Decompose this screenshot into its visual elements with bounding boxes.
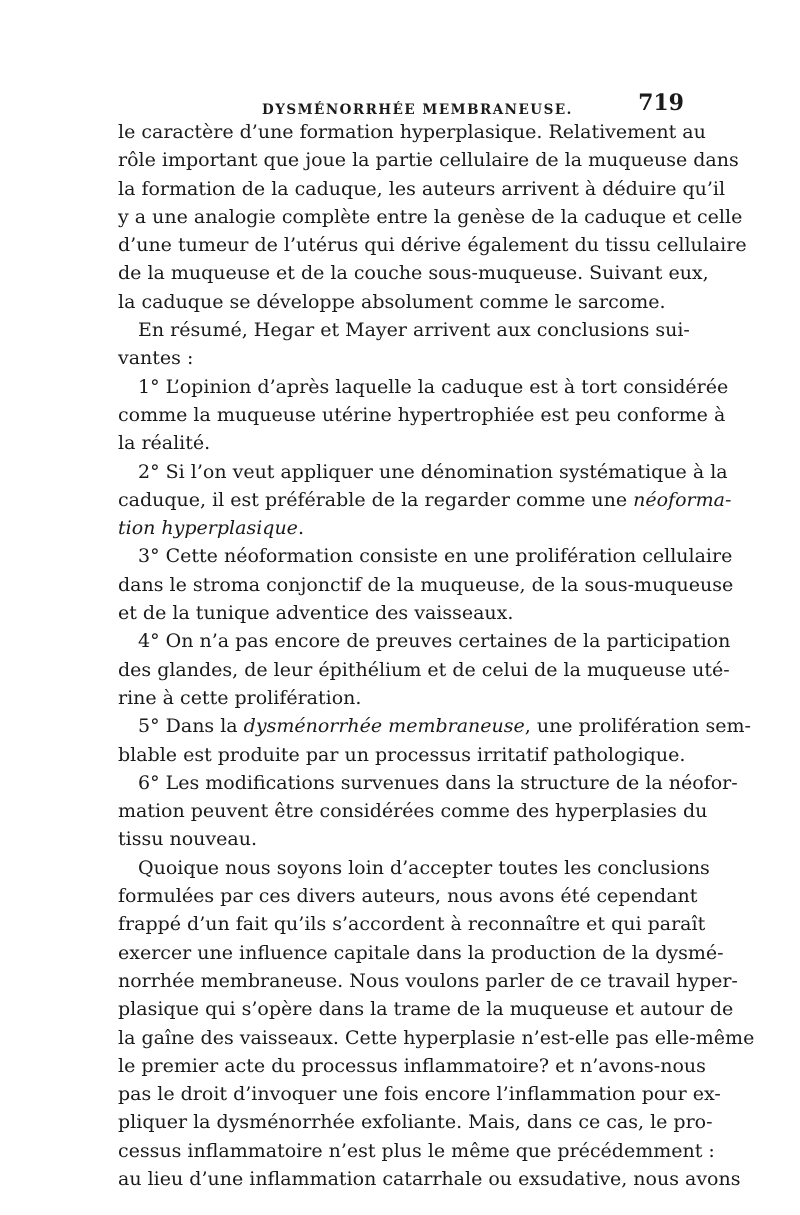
text-line [118, 1080, 721, 1108]
text-line [118, 458, 728, 486]
text-line [118, 769, 738, 797]
text-segment: la formation de la caduque, les auteurs arrivent à déduire qu’il [118, 177, 726, 200]
text-line [118, 542, 733, 570]
text-line [118, 316, 690, 344]
running-title: DYSMÉNORRHÉE MEMBRANEUSE. [262, 102, 573, 118]
body-text [118, 118, 755, 1193]
text-segment: dans le stroma conjonctif de la muqueuse, de la sous-muqueuse [118, 573, 734, 596]
text-line [118, 429, 684, 457]
text-line [118, 203, 743, 231]
text-segment: de la muqueuse et de la couche sous-muqueuse. Suivant eux, [118, 262, 709, 285]
page-number: 719 [638, 90, 684, 116]
page-header [118, 78, 684, 118]
text-line [118, 741, 684, 769]
text-segment: norrhée membraneuse. Nous voulons parler de ce travail hyper- [118, 969, 738, 992]
text-line [118, 344, 684, 372]
text-line [118, 1165, 741, 1193]
text-segment: blable est produite par un processus irritatif pathologique. [118, 743, 686, 766]
text-line [118, 146, 739, 174]
text-segment: y a une analogie complète entre la genèse de la caduque et celle [118, 205, 743, 228]
text-segment: caduque, il est préférable de la regarder comme une [118, 488, 634, 511]
text-segment: d’une tumeur de l’utérus qui dérive également du tissu cellulaire [118, 234, 747, 257]
text-line [118, 1052, 706, 1080]
text-line [118, 175, 726, 203]
text-segment: comme la muqueuse utérine hypertrophiée est peu conforme à [118, 403, 726, 426]
book-page [118, 78, 755, 1193]
text-segment: plasique qui s’opère dans la trame de la muqueuse et autour de [118, 998, 734, 1021]
text-segment: et de la tunique adventice des vaisseaux. [118, 602, 514, 625]
text-line [118, 882, 698, 910]
text-line [118, 1024, 755, 1052]
text-segment: 4° On n’a pas encore de preuves certaines de la participation [138, 630, 731, 653]
text-segment: la caduque se développe absolument comme le sarcome. [118, 290, 666, 313]
text-segment: rine à cette prolifération. [118, 686, 362, 709]
text-segment: vantes : [118, 347, 194, 370]
text-segment: . [297, 517, 304, 540]
text-line [118, 1137, 715, 1165]
italic-text-segment: tion hyperplasique [118, 517, 298, 540]
text-segment: 3° Cette néoformation consiste en une prolifération cellulaire [138, 545, 733, 568]
text-segment: pliquer la dysménorrhée exfoliante. Mais, dans ce cas, le pro- [118, 1111, 713, 1134]
text-line [118, 712, 751, 740]
text-segment: En résumé, Hegar et Mayer arrivent aux conclusions sui- [138, 319, 690, 342]
text-line [118, 571, 734, 599]
text-segment: frappé d’un fait qu’ils s’accordent à reconnaître et qui paraît [118, 913, 706, 936]
text-segment: Quoique nous soyons loin d’accepter toutes les conclusions [138, 856, 710, 879]
text-line [118, 118, 706, 146]
text-line [118, 1108, 713, 1136]
text-segment: rôle important que joue la partie cellulaire de la muqueuse dans [118, 149, 739, 172]
text-line [118, 599, 684, 627]
text-line [118, 373, 729, 401]
text-segment: , une prolifération sem- [524, 715, 751, 738]
text-segment: tissu nouveau. [118, 828, 257, 851]
text-line [118, 825, 684, 853]
italic-text-segment: dysménorrhée membraneuse [243, 715, 525, 738]
text-line [118, 967, 738, 995]
text-segment: 2° Si l’on veut appliquer une dénomination systématique à la [138, 460, 728, 483]
text-line [118, 401, 726, 429]
text-line [118, 231, 747, 259]
text-segment: des glandes, de leur épithélium et de celui de la muqueuse uté- [118, 658, 730, 681]
text-line [118, 797, 708, 825]
text-segment: le premier acte du processus inflammatoire? et n’avons-nous [118, 1054, 706, 1077]
text-line [118, 684, 684, 712]
text-segment: le caractère d’une formation hyperplasique. Relativement au [118, 121, 706, 143]
text-segment: la réalité. [118, 432, 211, 455]
text-line [118, 486, 732, 514]
text-segment: exercer une influence capitale dans la production de la dysmé- [118, 941, 724, 964]
text-line [118, 854, 710, 882]
text-line [118, 259, 709, 287]
text-segment: pas le droit d’invoquer une fois encore l’inflammation pour ex- [118, 1083, 721, 1106]
text-line [118, 627, 731, 655]
text-line [118, 939, 724, 967]
text-line [118, 514, 684, 542]
text-segment: la gaîne des vaisseaux. Cette hyperplasie n’est-elle pas elle-même [118, 1026, 755, 1049]
text-line [118, 995, 734, 1023]
text-segment: formulées par ces divers auteurs, nous avons été cependant [118, 885, 698, 908]
text-segment: au lieu d’une inflammation catarrhale ou exsudative, nous avons [118, 1167, 741, 1190]
italic-text-segment: néoforma- [633, 488, 732, 511]
text-line [118, 288, 684, 316]
text-segment: mation peuvent être considérées comme des hyperplasies du [118, 800, 708, 823]
text-segment: cessus inflammatoire n’est plus le même que précédemment : [118, 1139, 715, 1162]
text-segment: 5° Dans la [138, 715, 244, 738]
text-segment: 1° L’opinion d’après laquelle la caduque est à tort considérée [138, 375, 729, 398]
text-line [118, 910, 706, 938]
text-segment: 6° Les modifications survenues dans la structure de la néofor- [138, 771, 738, 794]
text-line [118, 656, 730, 684]
